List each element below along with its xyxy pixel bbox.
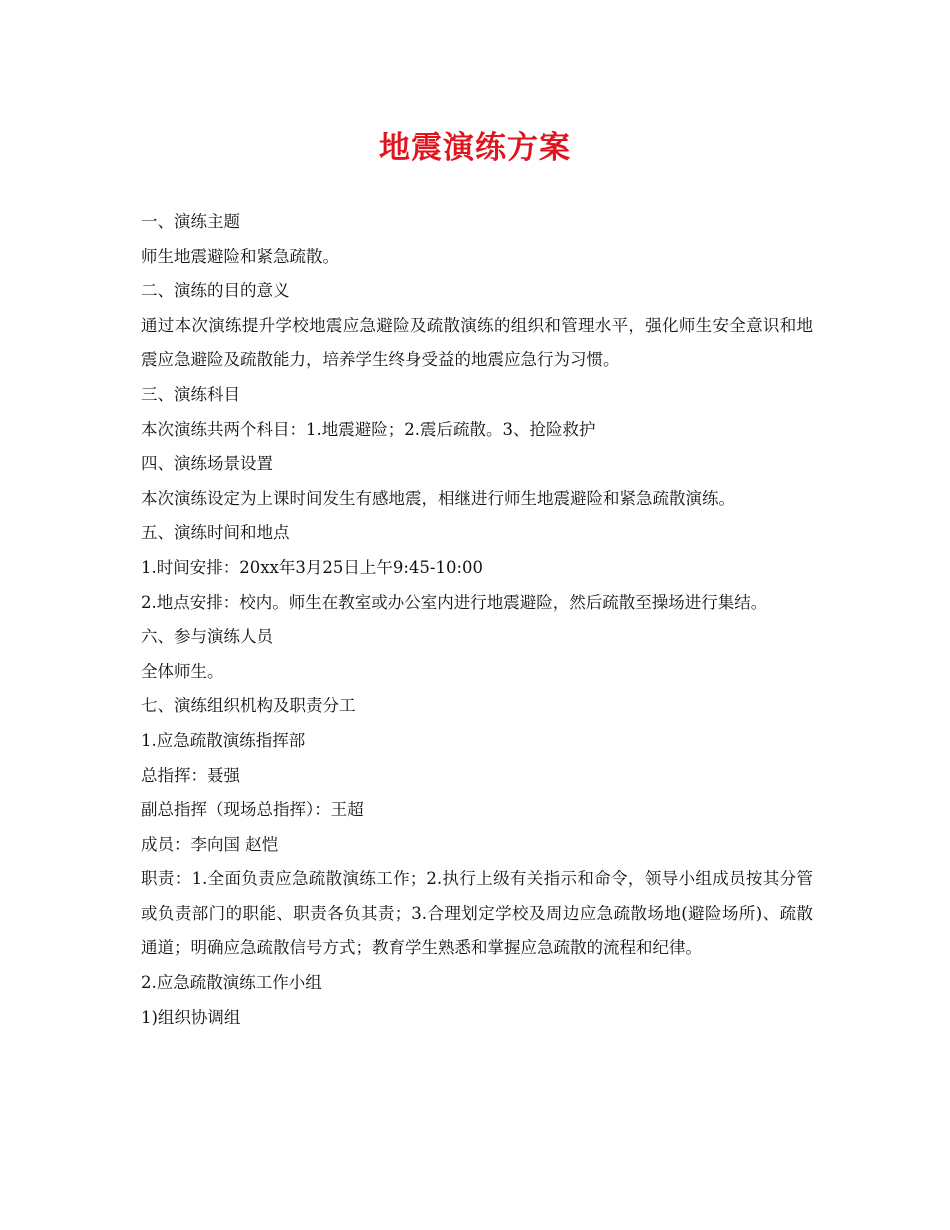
paragraph-subjects: 本次演练共两个科目：1.地震避险；2.震后疏散。3、抢险救护 [141,419,596,439]
paragraph-duties: 职责：1.全面负责应急疏散演练工作；2.执行上级有关指示和命令，领导小组成员按其分管或负责部门的职能、职责各负其责；3.合理划定学校及周边应急疏散场地(避险场所)、疏散通道；明确应急疏散信号方式；教育学生熟悉和掌握应急疏散的流程和纪律。 [141,869,813,958]
section-heading-time-place: 五、演练时间和地点 [141,523,290,543]
paragraph-commander: 总指挥：聂强 [141,765,240,785]
document-body [141,205,813,1035]
section-heading-scenario: 四、演练场景设置 [141,454,273,474]
section-heading-purpose: 二、演练的目的意义 [141,281,290,301]
document-title: 地震演练方案 [379,130,571,166]
paragraph-place: 2.地点安排：校内。师生在教室或办公室内进行地震避险，然后疏散至操场进行集结。 [141,592,768,612]
paragraph-working-group: 2.应急疏散演练工作小组 [141,973,322,993]
paragraph-purpose: 通过本次演练提升学校地震应急避险及疏散演练的组织和管理水平，强化师生安全意识和地震应急避险及疏散能力，培养学生终身受益的地震应急行为习惯。 [141,315,813,370]
section-heading-organization: 七、演练组织机构及职责分工 [141,696,356,716]
paragraph-members: 成员：李向国 赵恺 [141,834,279,854]
paragraph-scenario: 本次演练设定为上课时间发生有感地震，相继进行师生地震避险和紧急疏散演练。 [141,488,735,508]
section-heading-subjects: 三、演练科目 [141,384,240,404]
paragraph-theme: 师生地震避险和紧急疏散。 [141,246,339,266]
paragraph-coordination-group: 1)组织协调组 [141,1007,241,1027]
paragraph-participants: 全体师生。 [141,661,224,681]
paragraph-deputy-commander: 副总指挥（现场总指挥）：王超 [141,800,364,820]
paragraph-command-center: 1.应急疏散演练指挥部 [141,730,306,750]
section-heading-theme: 一、演练主题 [141,212,240,231]
paragraph-time: 1.时间安排：20xx年3月25日上午9:45-10:00 [141,557,484,577]
section-heading-participants: 六、参与演练人员 [141,627,273,647]
